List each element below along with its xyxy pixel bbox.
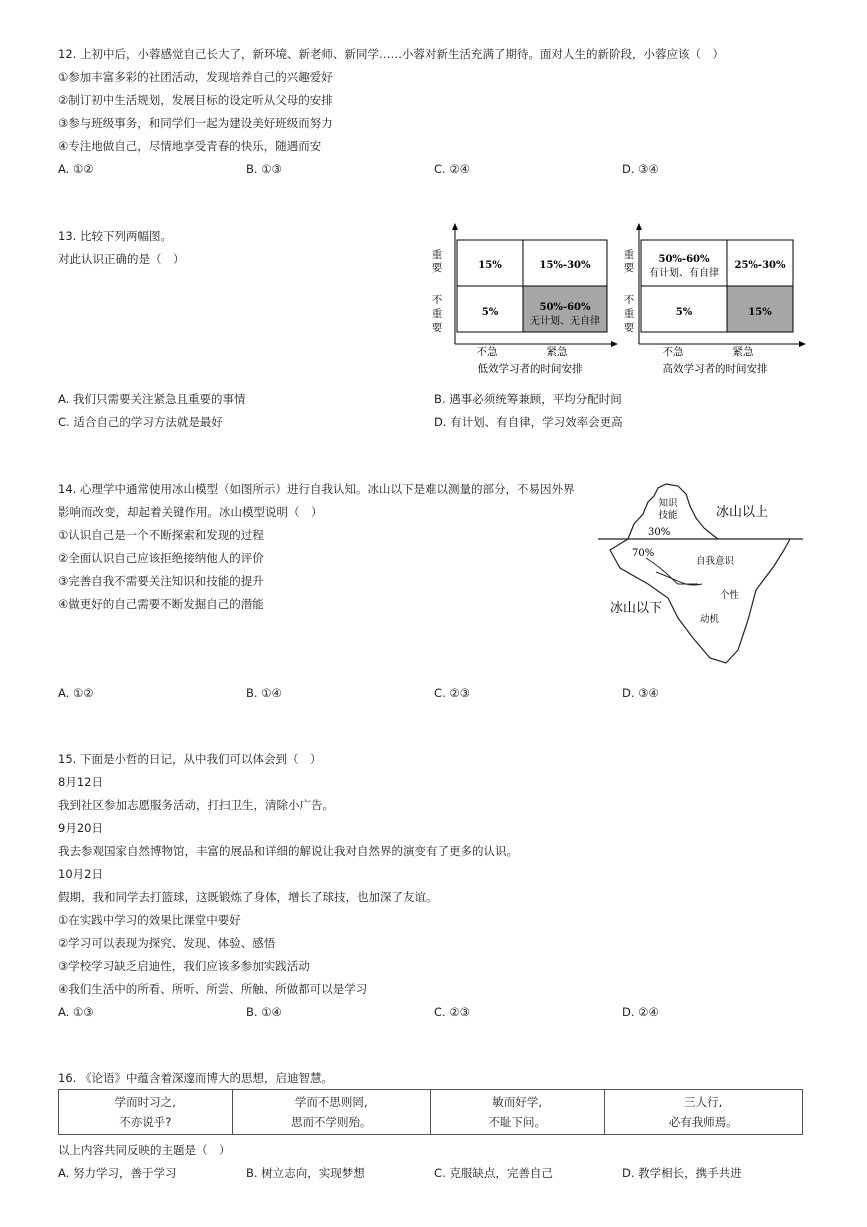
q12-option-b[interactable]: B. ①③ (246, 162, 282, 176)
q13-option-b[interactable]: B. 遇事必须统筹兼顾，平均分配时间 (434, 392, 622, 406)
q12-option-a[interactable]: A. ①② (58, 162, 94, 176)
left-cell-4-sub: 无计划、无自律 (530, 316, 600, 327)
q15-diary-date-1: 8月12日 (58, 775, 103, 789)
q14-stem-line2: 影响而改变，却起着关键作用。冰山模型说明（ ） (58, 505, 323, 519)
q16-question: 以上内容共同反映的主题是（ ） (58, 1143, 231, 1157)
analects-table (58, 1089, 803, 1135)
iceberg-pct-above: 30% (648, 527, 671, 538)
q16-stem: 16. 《论语》中蕴含着深邃而博大的思想，启迪智慧。 (58, 1071, 333, 1085)
q12-option-d[interactable]: D. ③④ (622, 162, 659, 176)
q15-diary-date-3: 10月2日 (58, 867, 103, 881)
q13-time-charts (425, 222, 810, 380)
iceberg-self-awareness: 自我意识 (696, 556, 735, 567)
right-cell-1-sub: 有计划、有自律 (649, 268, 719, 279)
q15-item-2: ②学习可以表现为探究、发现、体验、感悟 (58, 936, 276, 950)
q15-item-3: ③学校学习缺乏启迪性，我们应该多参加实践活动 (58, 959, 310, 973)
chart-left (432, 223, 618, 375)
q15-diary-entry-2: 我去参观国家自然博物馆，丰富的展品和详细的解说让我对自然界的演变有了更多的认识。 (58, 844, 518, 858)
right-cell-2: 25%-30% (734, 260, 786, 271)
q13-option-a[interactable]: A. 我们只需要关注紧急且重要的事情 (58, 392, 246, 406)
q14-option-b[interactable]: B. ①④ (246, 686, 282, 700)
q14-option-c[interactable]: C. ②③ (434, 686, 470, 700)
q15-option-d[interactable]: D. ②④ (622, 1005, 659, 1019)
right-cell-1: 50%-60% (658, 254, 710, 265)
q15-stem: 15. 下面是小哲的日记，从中我们可以体会到（ ） (58, 752, 322, 766)
q13-stem-line2: 对此认识正确的是（ ） (58, 252, 185, 266)
analects-cell-4: 三人行, 必有我师焉。 (604, 1090, 803, 1135)
iceberg-personality: 个性 (720, 590, 740, 601)
q12-item-1: ①参加丰富多彩的社团活动，发现培养自己的兴趣爱好 (58, 70, 333, 84)
q13-stem-line1: 13. 比较下列两幅图。 (58, 229, 172, 243)
right-caption: 高效学习者的时间安排 (662, 363, 768, 375)
q16-option-b[interactable]: B. 树立志向，实现梦想 (246, 1166, 365, 1180)
q15-option-b[interactable]: B. ①④ (246, 1005, 282, 1019)
q14-item-3: ③完善自我不需要关注知识和技能的提升 (58, 574, 264, 588)
chart-right (624, 223, 806, 375)
right-x-right: 紧急 (732, 346, 754, 358)
left-x-left: 不急 (476, 346, 498, 358)
right-y-bottom: 不重要 (623, 294, 635, 334)
right-y-top: 重要 (623, 249, 635, 274)
q12-stem: 12. 上初中后，小蓉感觉自己长大了，新环境、新老师、新同学……小蓉对新生活充满了期待。面对人生的新阶段，小蓉应该（ ） (58, 47, 724, 61)
q16-option-c[interactable]: C. 克服缺点，完善自己 (434, 1166, 553, 1180)
iceberg-motive: 动机 (700, 614, 720, 625)
right-x-left: 不急 (662, 346, 684, 358)
left-y-bottom: 不重要 (431, 294, 443, 334)
q15-item-4: ④我们生活中的所看、所听、所尝、所触、所做都可以是学习 (58, 982, 368, 996)
q16-option-d[interactable]: D. 教学相长，携手共进 (622, 1166, 742, 1180)
q15-diary-date-2: 9月20日 (58, 821, 103, 835)
q14-option-a[interactable]: A. ①② (58, 686, 94, 700)
q16-option-a[interactable]: A. 努力学习，善于学习 (58, 1166, 177, 1180)
left-cell-3: 5% (481, 307, 499, 318)
q14-item-4: ④做更好的自己需要不断发掘自己的潜能 (58, 597, 264, 611)
q14-item-2: ②全面认识自己应该拒绝接纳他人的评价 (58, 551, 264, 565)
q14-item-1: ①认识自己是一个不断探索和发现的过程 (58, 528, 264, 542)
q12-item-2: ②制订初中生活规划，发展目标的设定听从父母的安排 (58, 93, 333, 107)
q15-diary-entry-3: 假期，我和同学去打篮球，这既锻炼了身体，增长了球技，也加深了友谊。 (58, 890, 438, 904)
q15-item-1: ①在实践中学习的效果比课堂中要好 (58, 913, 241, 927)
left-cell-4: 50%-60% (539, 302, 591, 313)
q15-option-a[interactable]: A. ①③ (58, 1005, 94, 1019)
analects-cell-1: 学而时习之, 不亦说乎? (59, 1090, 233, 1135)
q13-option-c[interactable]: C. 适合自己的学习方法就是最好 (58, 415, 223, 429)
iceberg-pct-below: 70% (632, 548, 655, 559)
q12-item-3: ③参与班级事务，和同学们一起为建设美好班级而努力 (58, 116, 333, 130)
iceberg-knowledge: 知识 (658, 498, 678, 509)
q15-diary-entry-1: 我到社区参加志愿服务活动，打扫卫生，清除小广告。 (58, 798, 334, 812)
iceberg-below-label: 冰山以下 (610, 601, 663, 616)
right-cell-4: 15% (748, 307, 772, 318)
iceberg-skill: 技能 (658, 510, 678, 521)
analects-cell-2: 学而不思则罔, 思而不学则殆。 (232, 1090, 430, 1135)
left-x-right: 紧急 (546, 346, 568, 358)
q14-option-d[interactable]: D. ③④ (622, 686, 659, 700)
q13-option-d[interactable]: D. 有计划、有自律，学习效率会更高 (434, 415, 623, 429)
left-cell-1: 15% (478, 260, 502, 271)
iceberg-diagram (598, 480, 803, 670)
analects-cell-3: 敏而好学, 不耻下问。 (430, 1090, 604, 1135)
q14-stem-line1: 14. 心理学中通常使用冰山模型（如图所示）进行自我认知。冰山以下是难以测量的部分，不易因外界 (58, 482, 575, 496)
q12-item-4: ④专注地做自己，尽情地享受青春的快乐，随遇而安 (58, 139, 322, 153)
left-cell-2: 15%-30% (539, 260, 591, 271)
iceberg-above-label: 冰山以上 (716, 505, 769, 520)
q15-option-c[interactable]: C. ②③ (434, 1005, 470, 1019)
right-cell-3: 5% (675, 307, 693, 318)
q12-option-c[interactable]: C. ②④ (434, 162, 470, 176)
left-y-top: 重要 (431, 249, 443, 274)
left-caption: 低效学习者的时间安排 (477, 363, 583, 375)
